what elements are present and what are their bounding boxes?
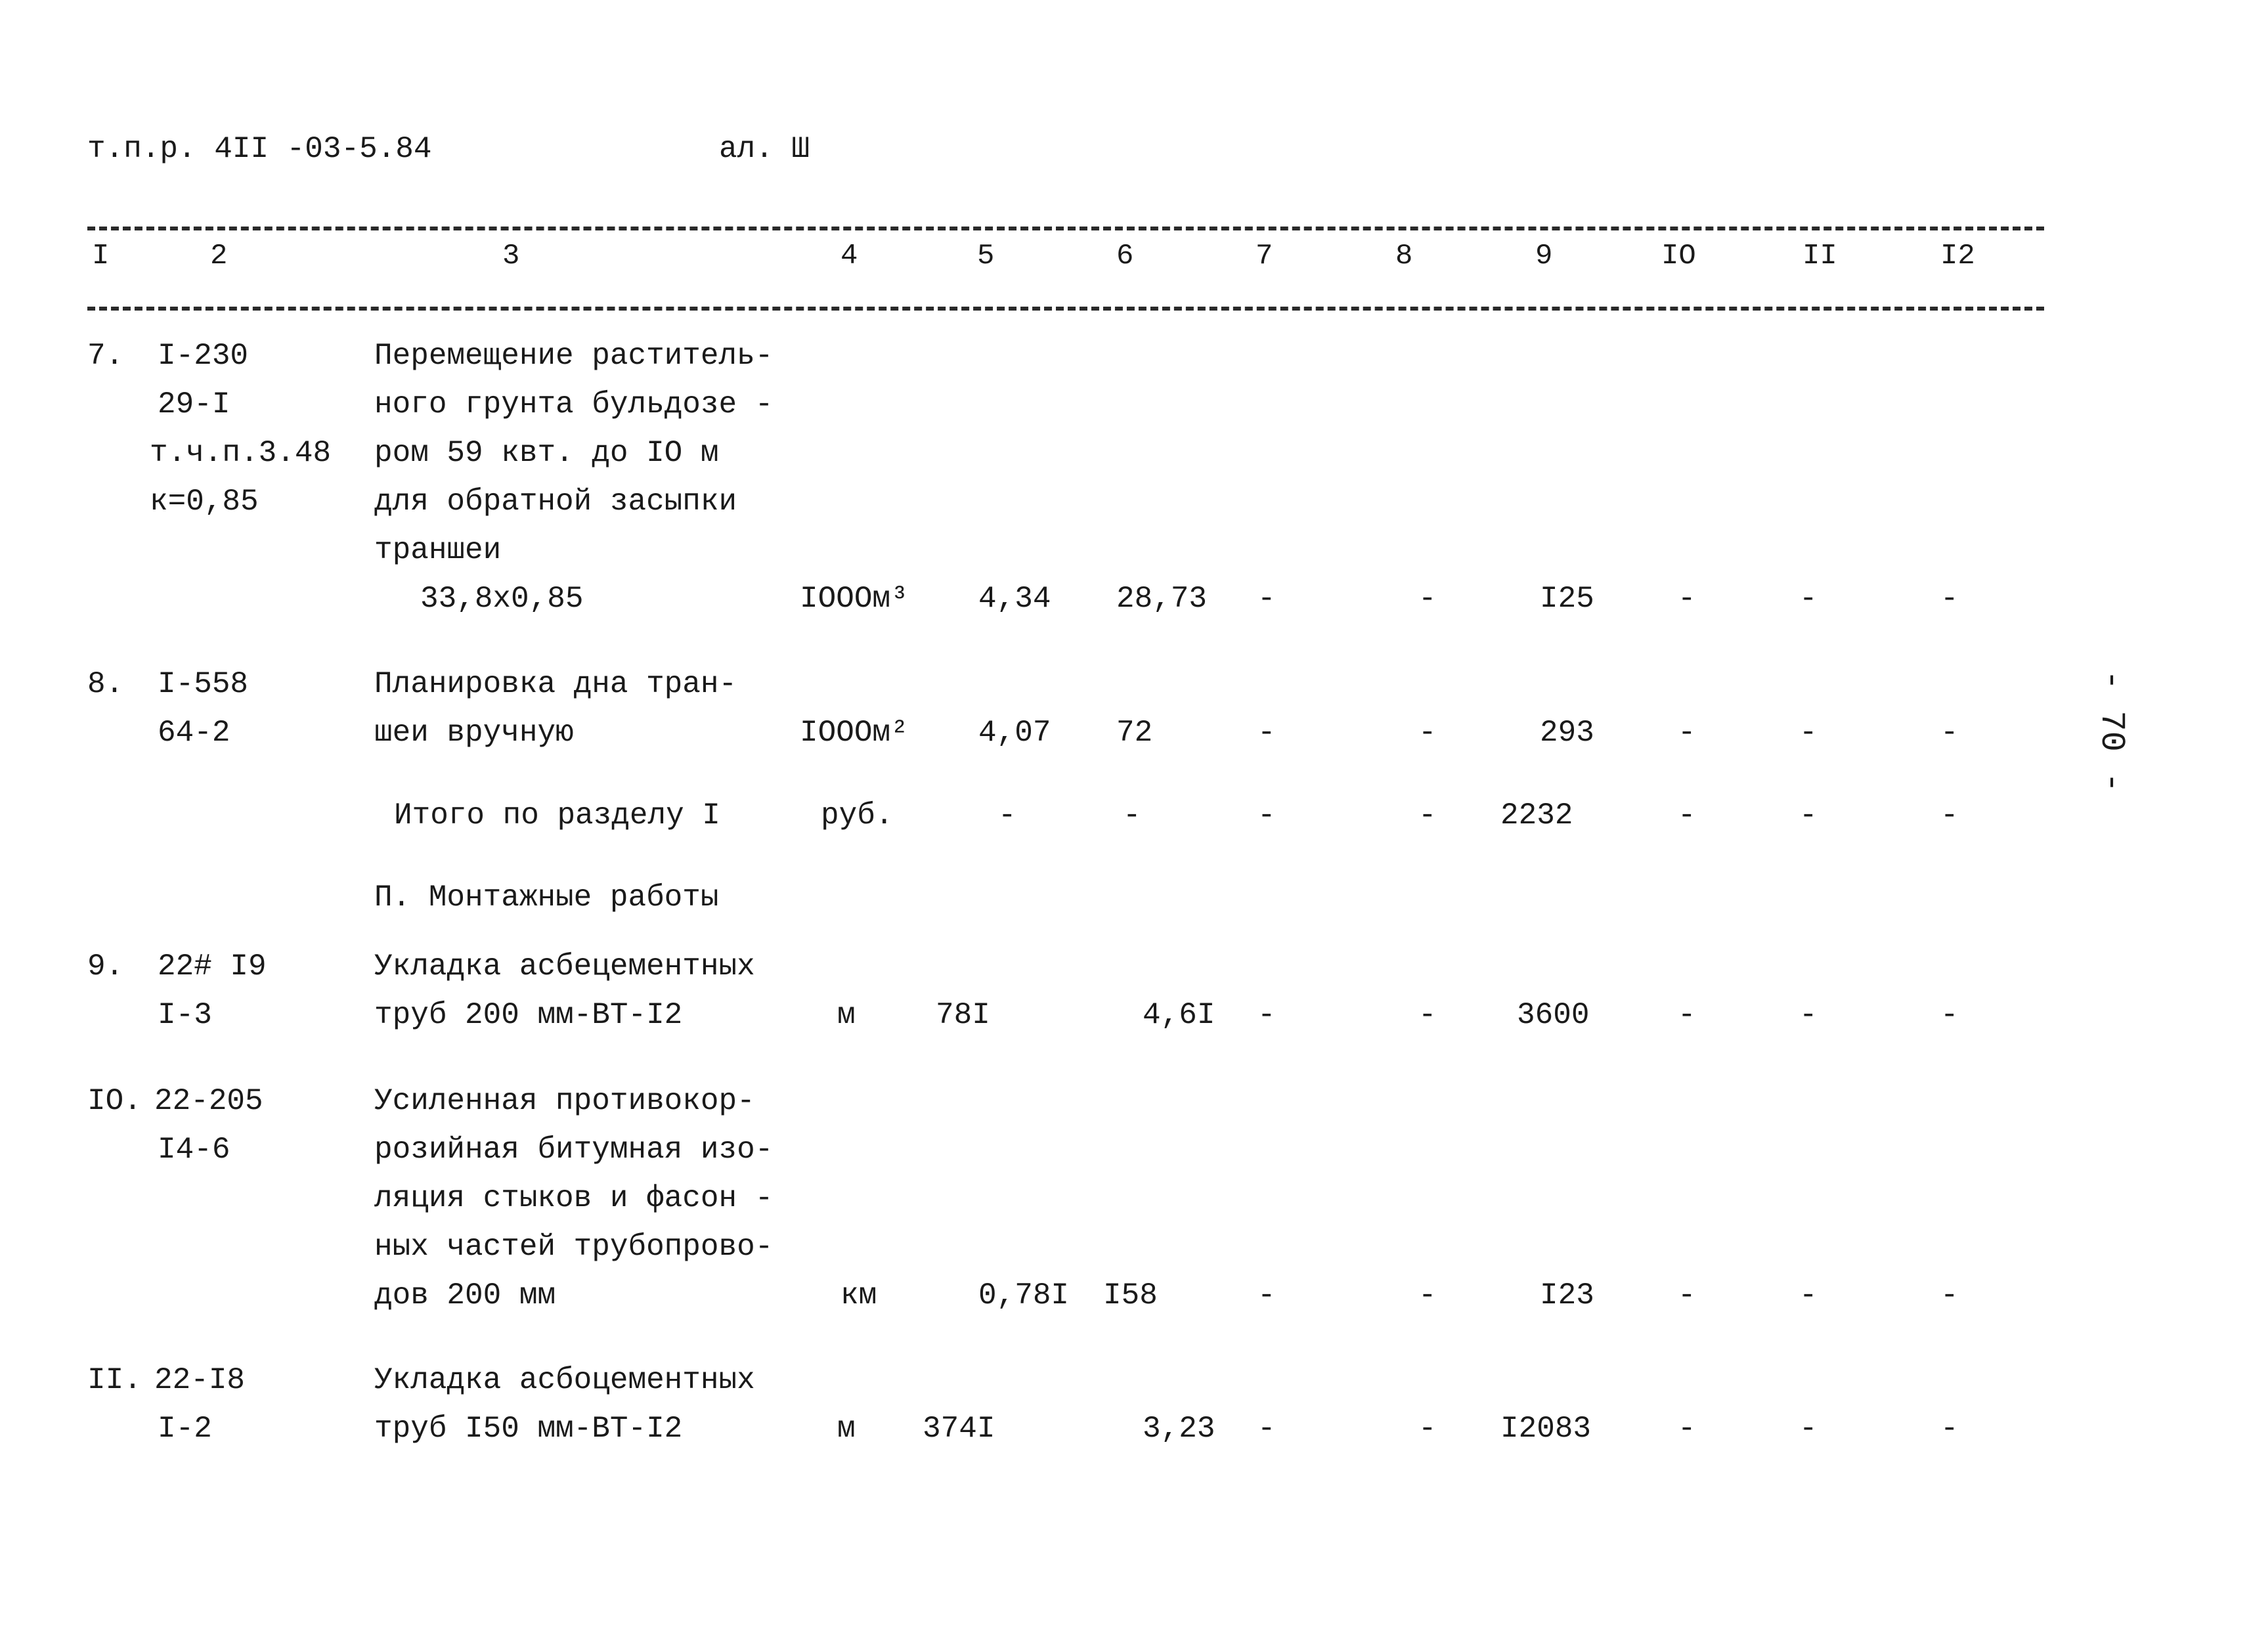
row-code-line: I4-6 bbox=[158, 1133, 230, 1167]
row-calc: 33,8x0,85 bbox=[420, 582, 584, 616]
row-desc-line: ных частей трубопрово- bbox=[374, 1230, 774, 1264]
col-header-10: IO bbox=[1661, 240, 1696, 272]
cell-col11: - bbox=[1799, 998, 1818, 1032]
row-desc-line: дов 200 мм bbox=[374, 1278, 556, 1313]
cell-col8: - bbox=[1418, 998, 1437, 1032]
row-code-line: 22-I8 bbox=[154, 1363, 246, 1397]
row-desc-line: розийная битумная изо- bbox=[374, 1133, 774, 1167]
cell-col12: - bbox=[1940, 1412, 1959, 1446]
row-code-line: 22# I9 bbox=[158, 949, 267, 984]
row-unit: IOOOм³ bbox=[800, 582, 909, 616]
row-desc-line: Планировка дна тран- bbox=[374, 667, 737, 701]
cell-col11: - bbox=[1799, 582, 1818, 616]
table-header-rule bbox=[87, 307, 2044, 311]
cell-col10: - bbox=[1678, 798, 1696, 833]
cell-col5: 78I bbox=[936, 998, 990, 1032]
row-desc-line: ром 59 квт. до IO м bbox=[374, 436, 719, 470]
cell-col9: I2083 bbox=[1500, 1412, 1592, 1446]
album-ref: ал. Ш bbox=[719, 132, 810, 166]
cell-col6: 72 bbox=[1116, 716, 1153, 750]
row-desc-line: Укладка асбоцементных bbox=[374, 1363, 755, 1397]
cell-col11: - bbox=[1799, 1278, 1818, 1313]
col-header-4: 4 bbox=[841, 240, 858, 272]
cell-col10: - bbox=[1678, 716, 1696, 750]
col-header-3: 3 bbox=[502, 240, 520, 272]
row-unit: м bbox=[837, 998, 856, 1032]
row-code-line: к=0,85 bbox=[150, 485, 259, 519]
cell-col8: - bbox=[1418, 1278, 1437, 1313]
cell-col8: - bbox=[1418, 1412, 1437, 1446]
cell-col5: 374I bbox=[923, 1412, 995, 1446]
doc-code: т.п.р. 4II -03-5.84 bbox=[87, 132, 432, 166]
cell-col10: - bbox=[1678, 1412, 1696, 1446]
col-header-9: 9 bbox=[1535, 240, 1553, 272]
row-desc-line: ного грунта бульдозе - bbox=[374, 387, 774, 422]
row-number: 9. bbox=[87, 949, 124, 984]
row-desc-line: траншеи bbox=[374, 533, 502, 567]
section-total-label: Итого по разделу I bbox=[394, 798, 720, 833]
cell-col8: - bbox=[1418, 716, 1437, 750]
col-header-11: II bbox=[1802, 240, 1837, 272]
row-desc-line: Перемещение раститель- bbox=[374, 339, 774, 373]
col-header-2: 2 bbox=[210, 240, 228, 272]
cell-col7: - bbox=[1257, 582, 1276, 616]
cell-col9: 3600 bbox=[1517, 998, 1590, 1032]
row-code-line: I-558 bbox=[158, 667, 249, 701]
row-unit: IOOOм² bbox=[800, 716, 909, 750]
cell-col5: 4,07 bbox=[978, 716, 1051, 750]
cell-col7: - bbox=[1257, 798, 1276, 833]
row-code-line: 64-2 bbox=[158, 716, 230, 750]
row-unit: руб. bbox=[821, 798, 894, 833]
row-desc-line: Усиленная противокор- bbox=[374, 1084, 755, 1118]
col-header-12: I2 bbox=[1940, 240, 1975, 272]
cell-col12: - bbox=[1940, 716, 1959, 750]
cell-col8: - bbox=[1418, 582, 1437, 616]
cell-col6: I58 bbox=[1103, 1278, 1158, 1313]
row-code-line: I-2 bbox=[158, 1412, 212, 1446]
cell-col11: - bbox=[1799, 798, 1818, 833]
cell-col12: - bbox=[1940, 998, 1959, 1032]
cell-col7: - bbox=[1257, 1412, 1276, 1446]
cell-col6: 28,73 bbox=[1116, 582, 1208, 616]
table-top-rule bbox=[87, 227, 2044, 230]
section-title: П. Монтажные работы bbox=[374, 880, 719, 915]
col-header-5: 5 bbox=[977, 240, 995, 272]
cell-col12: - bbox=[1940, 798, 1959, 833]
cell-col6: 4,6I bbox=[1143, 998, 1215, 1032]
cell-col7: - bbox=[1257, 1278, 1276, 1313]
row-desc-line: Укладка асбецементных bbox=[374, 949, 755, 984]
row-desc-line: шеи вручную bbox=[374, 716, 574, 750]
cell-col10: - bbox=[1678, 1278, 1696, 1313]
row-number: II. bbox=[87, 1363, 142, 1397]
page-number: - 70 - bbox=[2092, 670, 2131, 793]
row-code-line: 22-205 bbox=[154, 1084, 263, 1118]
row-number: IO. bbox=[87, 1084, 142, 1118]
row-number: 7. bbox=[87, 339, 124, 373]
row-desc-line: для обратной засыпки bbox=[374, 485, 737, 519]
cell-col6: 3,23 bbox=[1143, 1412, 1215, 1446]
cell-col8: - bbox=[1418, 798, 1437, 833]
row-code-line: 29-I bbox=[158, 387, 230, 422]
row-unit: м bbox=[837, 1412, 856, 1446]
row-number: 8. bbox=[87, 667, 124, 701]
col-header-6: 6 bbox=[1116, 240, 1134, 272]
cell-col12: - bbox=[1940, 1278, 1959, 1313]
cell-col9: I23 bbox=[1540, 1278, 1594, 1313]
cell-col6: - bbox=[1123, 798, 1141, 833]
cell-col10: - bbox=[1678, 582, 1696, 616]
cell-col5: - bbox=[998, 798, 1016, 833]
cell-col5: 4,34 bbox=[978, 582, 1051, 616]
col-header-8: 8 bbox=[1395, 240, 1413, 272]
col-header-7: 7 bbox=[1256, 240, 1273, 272]
col-header-1: I bbox=[92, 240, 110, 272]
cell-col7: - bbox=[1257, 716, 1276, 750]
cell-col10: - bbox=[1678, 998, 1696, 1032]
row-desc-line: труб I50 мм-ВТ-I2 bbox=[374, 1412, 683, 1446]
cell-col9: I25 bbox=[1540, 582, 1594, 616]
cell-col11: - bbox=[1799, 716, 1818, 750]
cell-col7: - bbox=[1257, 998, 1276, 1032]
row-desc-line: ляция стыков и фасон - bbox=[374, 1181, 774, 1215]
cell-col9: 2232 bbox=[1500, 798, 1573, 833]
cell-col12: - bbox=[1940, 582, 1959, 616]
cell-col5: 0,78I bbox=[978, 1278, 1070, 1313]
cell-col9: 293 bbox=[1540, 716, 1594, 750]
cell-col11: - bbox=[1799, 1412, 1818, 1446]
row-unit: км bbox=[841, 1278, 877, 1313]
row-code-line: I-3 bbox=[158, 998, 212, 1032]
row-code-line: I-230 bbox=[158, 339, 249, 373]
row-desc-line: труб 200 мм-ВТ-I2 bbox=[374, 998, 683, 1032]
row-code-line: т.ч.п.3.48 bbox=[150, 436, 332, 470]
